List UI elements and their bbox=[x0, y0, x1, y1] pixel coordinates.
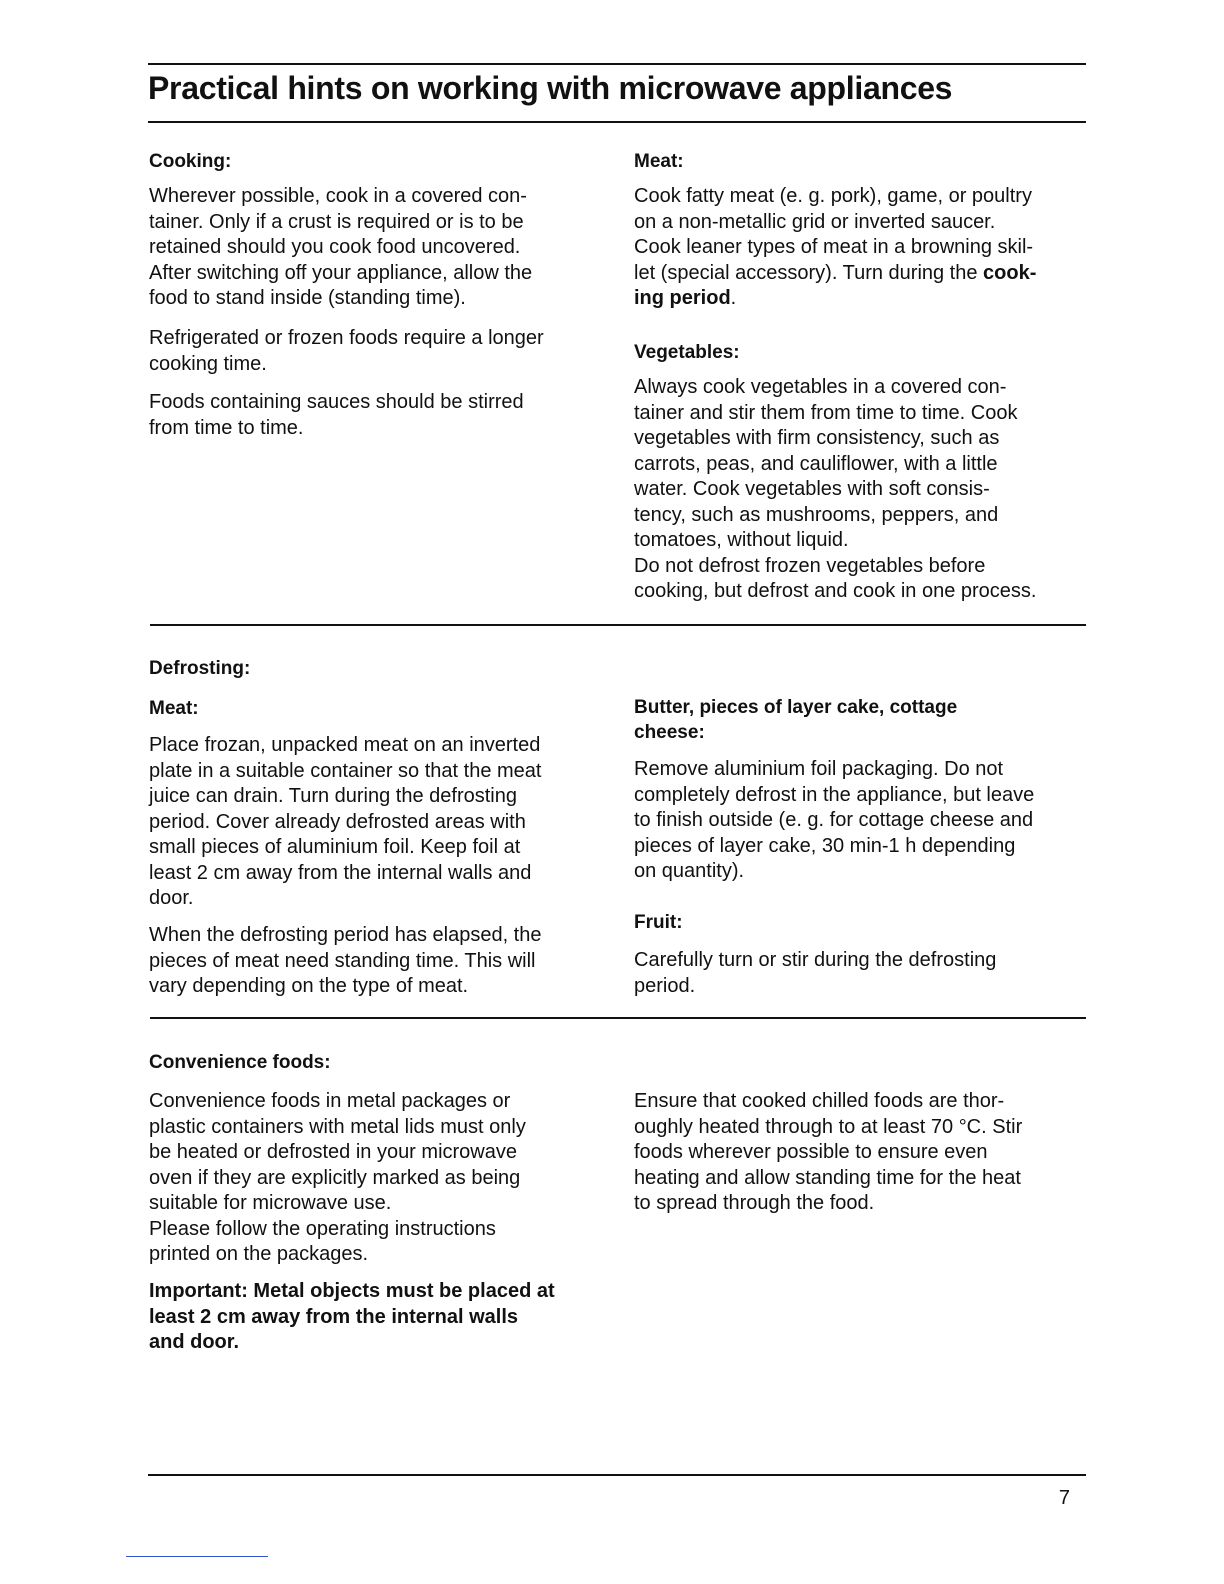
top-rule bbox=[148, 63, 1086, 65]
fruit-paragraph: Carefully turn or stir during the defrosting period. bbox=[634, 949, 997, 997]
vegetables-paragraph: Always cook vegetables in a covered con- tainer and stir them from time to time. Cook vegetables with firm consistency, such as carrots, peas, and cauliflower, with a little water. Cook vegetables with soft consis- tency, such as mushrooms, peppers, and tomatoes, without liquid. Do not defrost frozen vegetables before cooking, but defrost and cook in one process. bbox=[634, 376, 1037, 602]
meat-bold-text: cook- ing period bbox=[634, 261, 1037, 309]
cooking-paragraph-1: Wherever possible, cook in a covered con- tainer. Only if a crust is required or is to be retained should you cook food uncovered. After switching off your appliance, allow the food to stand inside (standing time). bbox=[149, 185, 533, 309]
meat-paragraph bbox=[634, 184, 1094, 312]
vegetables-heading: Vegetables: bbox=[634, 342, 740, 363]
butter-heading: Butter, pieces of layer cake, cottage cheese: bbox=[634, 697, 958, 743]
convenience-important-note: Important: Metal objects must be placed at least 2 cm away from the internal walls and door. bbox=[149, 1280, 555, 1353]
convenience-heading: Convenience foods: bbox=[149, 1052, 331, 1073]
defrost-meat-paragraph-1: Place frozan, unpacked meat on an inverted plate in a suitable container so that the meat juice can drain. Turn during the defrosting period. Cover already defrosted areas with small pieces of aluminium foil. Keep foil at least 2 cm away from the internal walls and door. bbox=[149, 734, 542, 909]
cooking-paragraph-2: Refrigerated or frozen foods require a longer cooking time. bbox=[149, 327, 544, 375]
cooking-heading: Cooking: bbox=[149, 151, 232, 172]
page-number: 7 bbox=[1058, 1487, 1070, 1509]
meat-text-end: . bbox=[730, 287, 737, 309]
convenience-paragraph-1: Convenience foods in metal packages or plastic containers with metal lids must only be heated or defrosted in your microwave oven if they are explicitly marked as being suitable for microwave use. Please follow the operating instructions printed on the packages. bbox=[149, 1090, 526, 1265]
page-title: Practical hints on working with microwave appliances bbox=[148, 70, 953, 106]
defrost-meat-heading: Meat: bbox=[149, 698, 199, 719]
convenience-paragraph-2: Ensure that cooked chilled foods are thor- oughly heated through to at least 70 °C. Stir foods wherever possible to ensure even heating and allow standing time for the heat to spread through the food. bbox=[634, 1090, 1023, 1214]
defrost-meat-paragraph-2: When the defrosting period has elapsed, the pieces of meat need standing time. This will vary depending on the type of meat. bbox=[149, 924, 542, 997]
cooking-paragraph-3: Foods containing sauces should be stirred from time to time. bbox=[149, 391, 524, 439]
footer-link-underline bbox=[126, 1556, 268, 1557]
section-rule-1 bbox=[150, 624, 1086, 626]
footer-rule bbox=[148, 1474, 1086, 1476]
meat-text: Cook fatty meat (e. g. pork), game, or poultry on a non-metallic grid or inverted saucer. Cook leaner types of meat in a browning skil- let (special accessory). Turn during the bbox=[634, 185, 1034, 284]
section-rule-2 bbox=[150, 1017, 1086, 1019]
butter-paragraph: Remove aluminium foil packaging. Do not completely defrost in the appliance, but leave to finish outside (e. g. for cottage cheese and pieces of layer cake, 30 min-1 h depending on quantity). bbox=[634, 758, 1035, 882]
fruit-heading: Fruit: bbox=[634, 912, 683, 933]
defrosting-heading: Defrosting: bbox=[149, 658, 251, 679]
meat-heading: Meat: bbox=[634, 151, 684, 172]
title-underline-rule bbox=[148, 121, 1086, 123]
